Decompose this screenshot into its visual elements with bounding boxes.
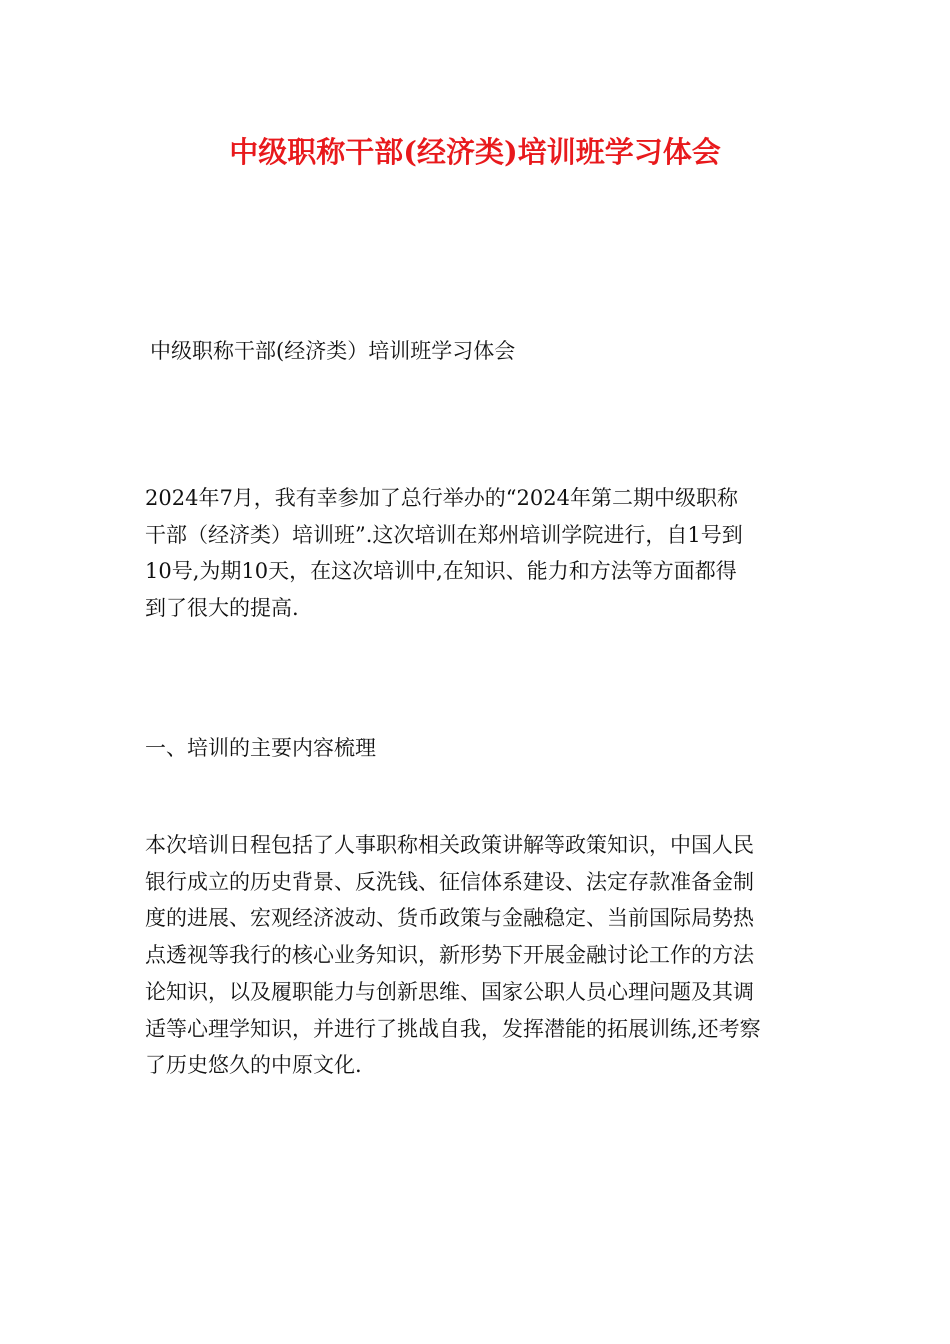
section-line: 适等心理学知识，并进行了挑战自我，发挥潜能的拓展训练,还考察 (145, 1016, 761, 1041)
intro-line: 干部（经济类）培训班”.这次培训在郑州培训学院进行，自1号到 (145, 522, 743, 547)
section-line: 本次培训日程包括了人事职称相关政策讲解等政策知识，中国人民 (145, 833, 754, 857)
intro-line: 到了很大的提高. (145, 595, 299, 620)
document-title: 中级职称干部(经济类)培训班学习体会 (229, 135, 721, 169)
section-line: 论知识，以及履职能力与创新思维、国家公职人员心理问题及其调 (145, 979, 754, 1004)
section-paragraph (145, 827, 810, 1084)
intro-line: 2024年7月，我有幸参加了总行举办的“2024年第二期中级职称 (145, 486, 738, 510)
section-line: 银行成立的历史背景、反洗钱、征信体系建设、法定存款准备金制 (145, 869, 754, 894)
document-subtitle: 中级职称干部(经济类）培训班学习体会 (150, 339, 516, 363)
section-heading: 一、培训的主要内容梳理 (145, 736, 376, 760)
intro-paragraph (145, 480, 810, 626)
section-line: 了历史悠久的中原文化. (145, 1053, 362, 1078)
section-line: 点透视等我行的核心业务知识，新形势下开展金融讨论工作的方法 (145, 943, 754, 968)
section-line: 度的进展、宏观经济波动、货币政策与金融稳定、当前国际局势热 (145, 906, 754, 931)
intro-line: 10号,为期10天，在这次培训中,在知识、能力和方法等方面都得 (145, 559, 737, 583)
